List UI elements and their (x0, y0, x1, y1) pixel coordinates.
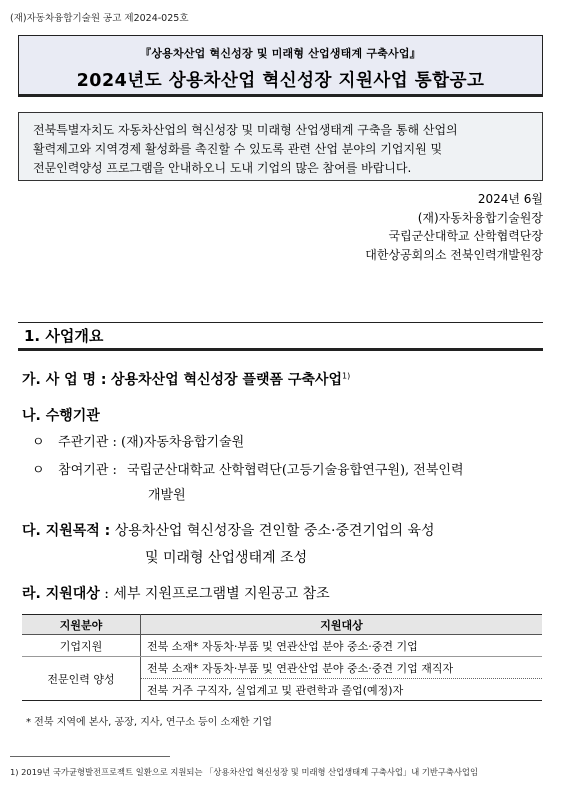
project-name: 상용차산업 혁신성장 플랫폼 구축사업 (110, 372, 342, 388)
item-purpose (22, 520, 435, 540)
table-cell: 전북 소재* 자동차·부품 및 연관산업 분야 중소·중견 기업 재직자 (141, 657, 543, 679)
issuer-block (365, 190, 543, 264)
item-label: 다. 지원목적 : (22, 523, 111, 539)
purpose-text-cont: 및 미래형 산업생태계 조성 (145, 550, 308, 566)
lead-agency-label: 주관기관 : (58, 435, 117, 450)
lead-agency-value: (재)자동차융합기술원 (121, 435, 245, 450)
support-table (22, 614, 542, 701)
section-header: 1. 사업개요 (18, 322, 543, 351)
intro-box (18, 112, 543, 181)
table-row (22, 635, 542, 657)
table-cell: 기업지원 (22, 635, 141, 657)
purpose-text: 상용차산업 혁신성장을 견인할 중소·중견기업의 육성 (114, 523, 435, 539)
table-note: * 전북 지역에 본사, 공장, 지사, 연구소 등이 소재한 기업 (26, 717, 273, 728)
participating-agency-label: 참여기관 : (58, 463, 117, 478)
bullet: ㅇ (32, 435, 45, 450)
participating-agency-cont: 개발원 (148, 488, 186, 503)
footnote: 1) 2019년 국가균형발전프로젝트 일환으로 지원되는 「상용차산업 혁신성장 및 미래형 산업생태계 구축사업」내 기반구축사업임 (10, 767, 478, 777)
item-label: 가. 사 업 명 : (22, 372, 107, 388)
page-title: 2024년도 상용차산업 혁신성장 지원사업 통합공고 (76, 71, 485, 91)
document-number: (재)자동차융합기술원 공고 제2024-025호 (10, 13, 189, 24)
item-target (22, 583, 330, 603)
issuer-org: 국립군산대학교 산학협력단장 (388, 229, 543, 243)
table-cell: 전북 소재* 자동차·부품 및 연관산업 분야 중소·중견 기업 (141, 635, 543, 657)
table-row (22, 657, 542, 679)
participating-agency-value: 국립군산대학교 산학협력단(고등기술융합연구원), 전북인력 (127, 463, 464, 478)
issuer-org: (재)자동차융합기술원장 (417, 210, 543, 225)
item-agencies (22, 405, 100, 425)
column-header: 지원분야 (22, 615, 141, 635)
intro-line: 전문인력양성 프로그램을 안내하오니 도내 기업의 많은 참여를 바랍니다. (33, 161, 412, 175)
issue-date: 2024년 6월 (477, 192, 543, 206)
column-header: 지원대상 (141, 615, 543, 635)
table-header-row (22, 615, 542, 635)
bullet: ㅇ (32, 463, 45, 478)
footnote-ref: 1) (341, 371, 351, 381)
table-cell: 전북 거주 구직자, 실업계고 및 관련학과 졸업(예정)자 (141, 679, 543, 701)
intro-line: 전북특별자치도 자동차산업의 혁신성장 및 미래형 산업생태계 구축을 통해 산업의 (33, 123, 458, 137)
table-cell: 전문인력 양성 (22, 657, 141, 701)
participating-agency (32, 459, 464, 478)
item-project-name (22, 369, 350, 389)
intro-line: 활력제고와 지역경제 활성화를 촉진할 수 있도록 관련 산업 분야의 기업지원 및 (33, 142, 443, 156)
footnote-divider (10, 756, 170, 757)
item-label: 라. 지원대상 (22, 586, 100, 602)
title-box (18, 35, 543, 97)
issuer-org: 대한상공회의소 전북인력개발원장 (365, 247, 543, 262)
title-subtitle: 『상용차산업 혁신성장 및 미래형 산업생태계 구축사업』 (140, 47, 421, 60)
lead-agency (32, 431, 244, 450)
item-label: 나. 수행기관 (22, 408, 100, 424)
target-text: : 세부 지원프로그램별 지원공고 참조 (104, 586, 330, 602)
